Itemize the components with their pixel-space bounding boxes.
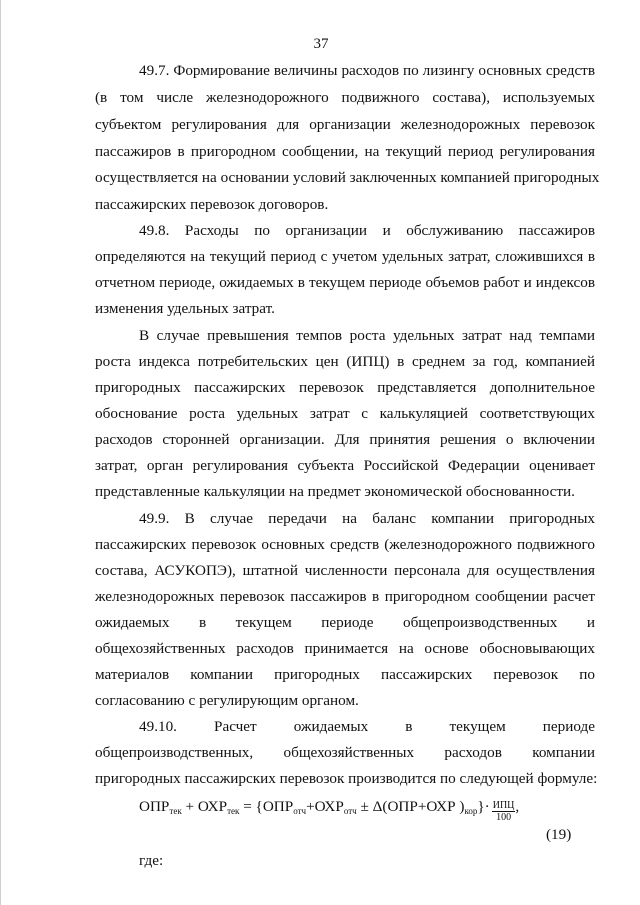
text-line: субъектом регулирования для организации железнодорожных перевозок xyxy=(95,116,595,133)
page-number: 37 xyxy=(313,36,329,52)
text-line: осуществляется на основании условий заключенных компанией пригородных xyxy=(95,169,600,186)
equation-number: (19) xyxy=(546,826,572,843)
text-line: общепроизводственных, общехозяйственных расходов компании xyxy=(95,744,595,761)
text-line: 49.9. В случае передачи на баланс компании пригородных xyxy=(139,510,595,527)
text-line: пригородных пассажирских перевозок представляется дополнительное xyxy=(95,379,595,396)
fraction: $\frac{\text{ИПЦ}}{100}$ xyxy=(492,800,515,823)
text-line: состава, АСУКОПЭ), штатной численности персонала для осуществления xyxy=(95,562,595,579)
text-line: пригородных пассажирских перевозок производится по следующей формуле: xyxy=(95,770,598,787)
text-line: В случае превышения темпов роста удельных затрат над темпами xyxy=(139,327,595,344)
text-line: 49.10. Расчет ожидаемых в текущем периоде xyxy=(139,718,595,735)
text-line: отчетном периоде, ожидаемых в текущем периоде объемов работ и индексов xyxy=(95,274,595,291)
text-line: роста индекса потребительских цен (ИПЦ) в среднем за год, компанией xyxy=(95,353,595,370)
text-line: обоснование роста удельных затрат с калькуляцией соответствующих xyxy=(95,405,595,422)
text-line: пассажирских перевозок договоров. xyxy=(95,196,329,213)
text-line: согласованию с регулирующим органом. xyxy=(95,692,359,709)
text-line: общехозяйственных расходов принимается на основе обосновывающих xyxy=(95,640,595,657)
text-line: представленные калькуляции на предмет экономической обоснованности. xyxy=(95,483,575,500)
text-line: железнодорожных перевозок пассажиров в пригородном сообщении расчет xyxy=(95,588,595,605)
text-line: изменения удельных затрат. xyxy=(95,300,275,317)
text-line: пассажирских перевозок основных средств (железнодорожного подвижного xyxy=(95,536,595,553)
text-line: 49.7. Формирование величины расходов по лизингу основных средств xyxy=(139,62,595,79)
where-label: где: xyxy=(139,852,164,869)
text-line: (в том числе железнодорожного подвижного состава), используемых xyxy=(95,89,595,106)
text-line: пассажиров в пригородном сообщении, на текущий период регулирования xyxy=(95,143,595,160)
text-line: затрат, орган регулирования субъекта Российской Федерации оценивает xyxy=(95,457,595,474)
formula: $ОПР_{тек} + ОХР_{тек} = \{ОПР_{отч}+ОХР_{отч} \pm \Delta(ОПР+ОХР$ )$_{кор}\}\cdot$ $\frac{\text{ИПЦ}}{100}$ , xyxy=(139,798,520,823)
text-line: расходов сторонней организации. Для принятия решения о включении xyxy=(95,431,595,448)
text-line: определяются на текущий период с учетом удельных затрат, сложившихся в xyxy=(95,248,595,265)
text-line: 49.8. Расходы по организации и обслуживанию пассажиров xyxy=(139,222,595,239)
text-line: материалов компании пригородных пассажирских перевозок по xyxy=(95,666,595,683)
text-line: ожидаемых в текущем периоде общепроизводственных и xyxy=(95,614,595,631)
